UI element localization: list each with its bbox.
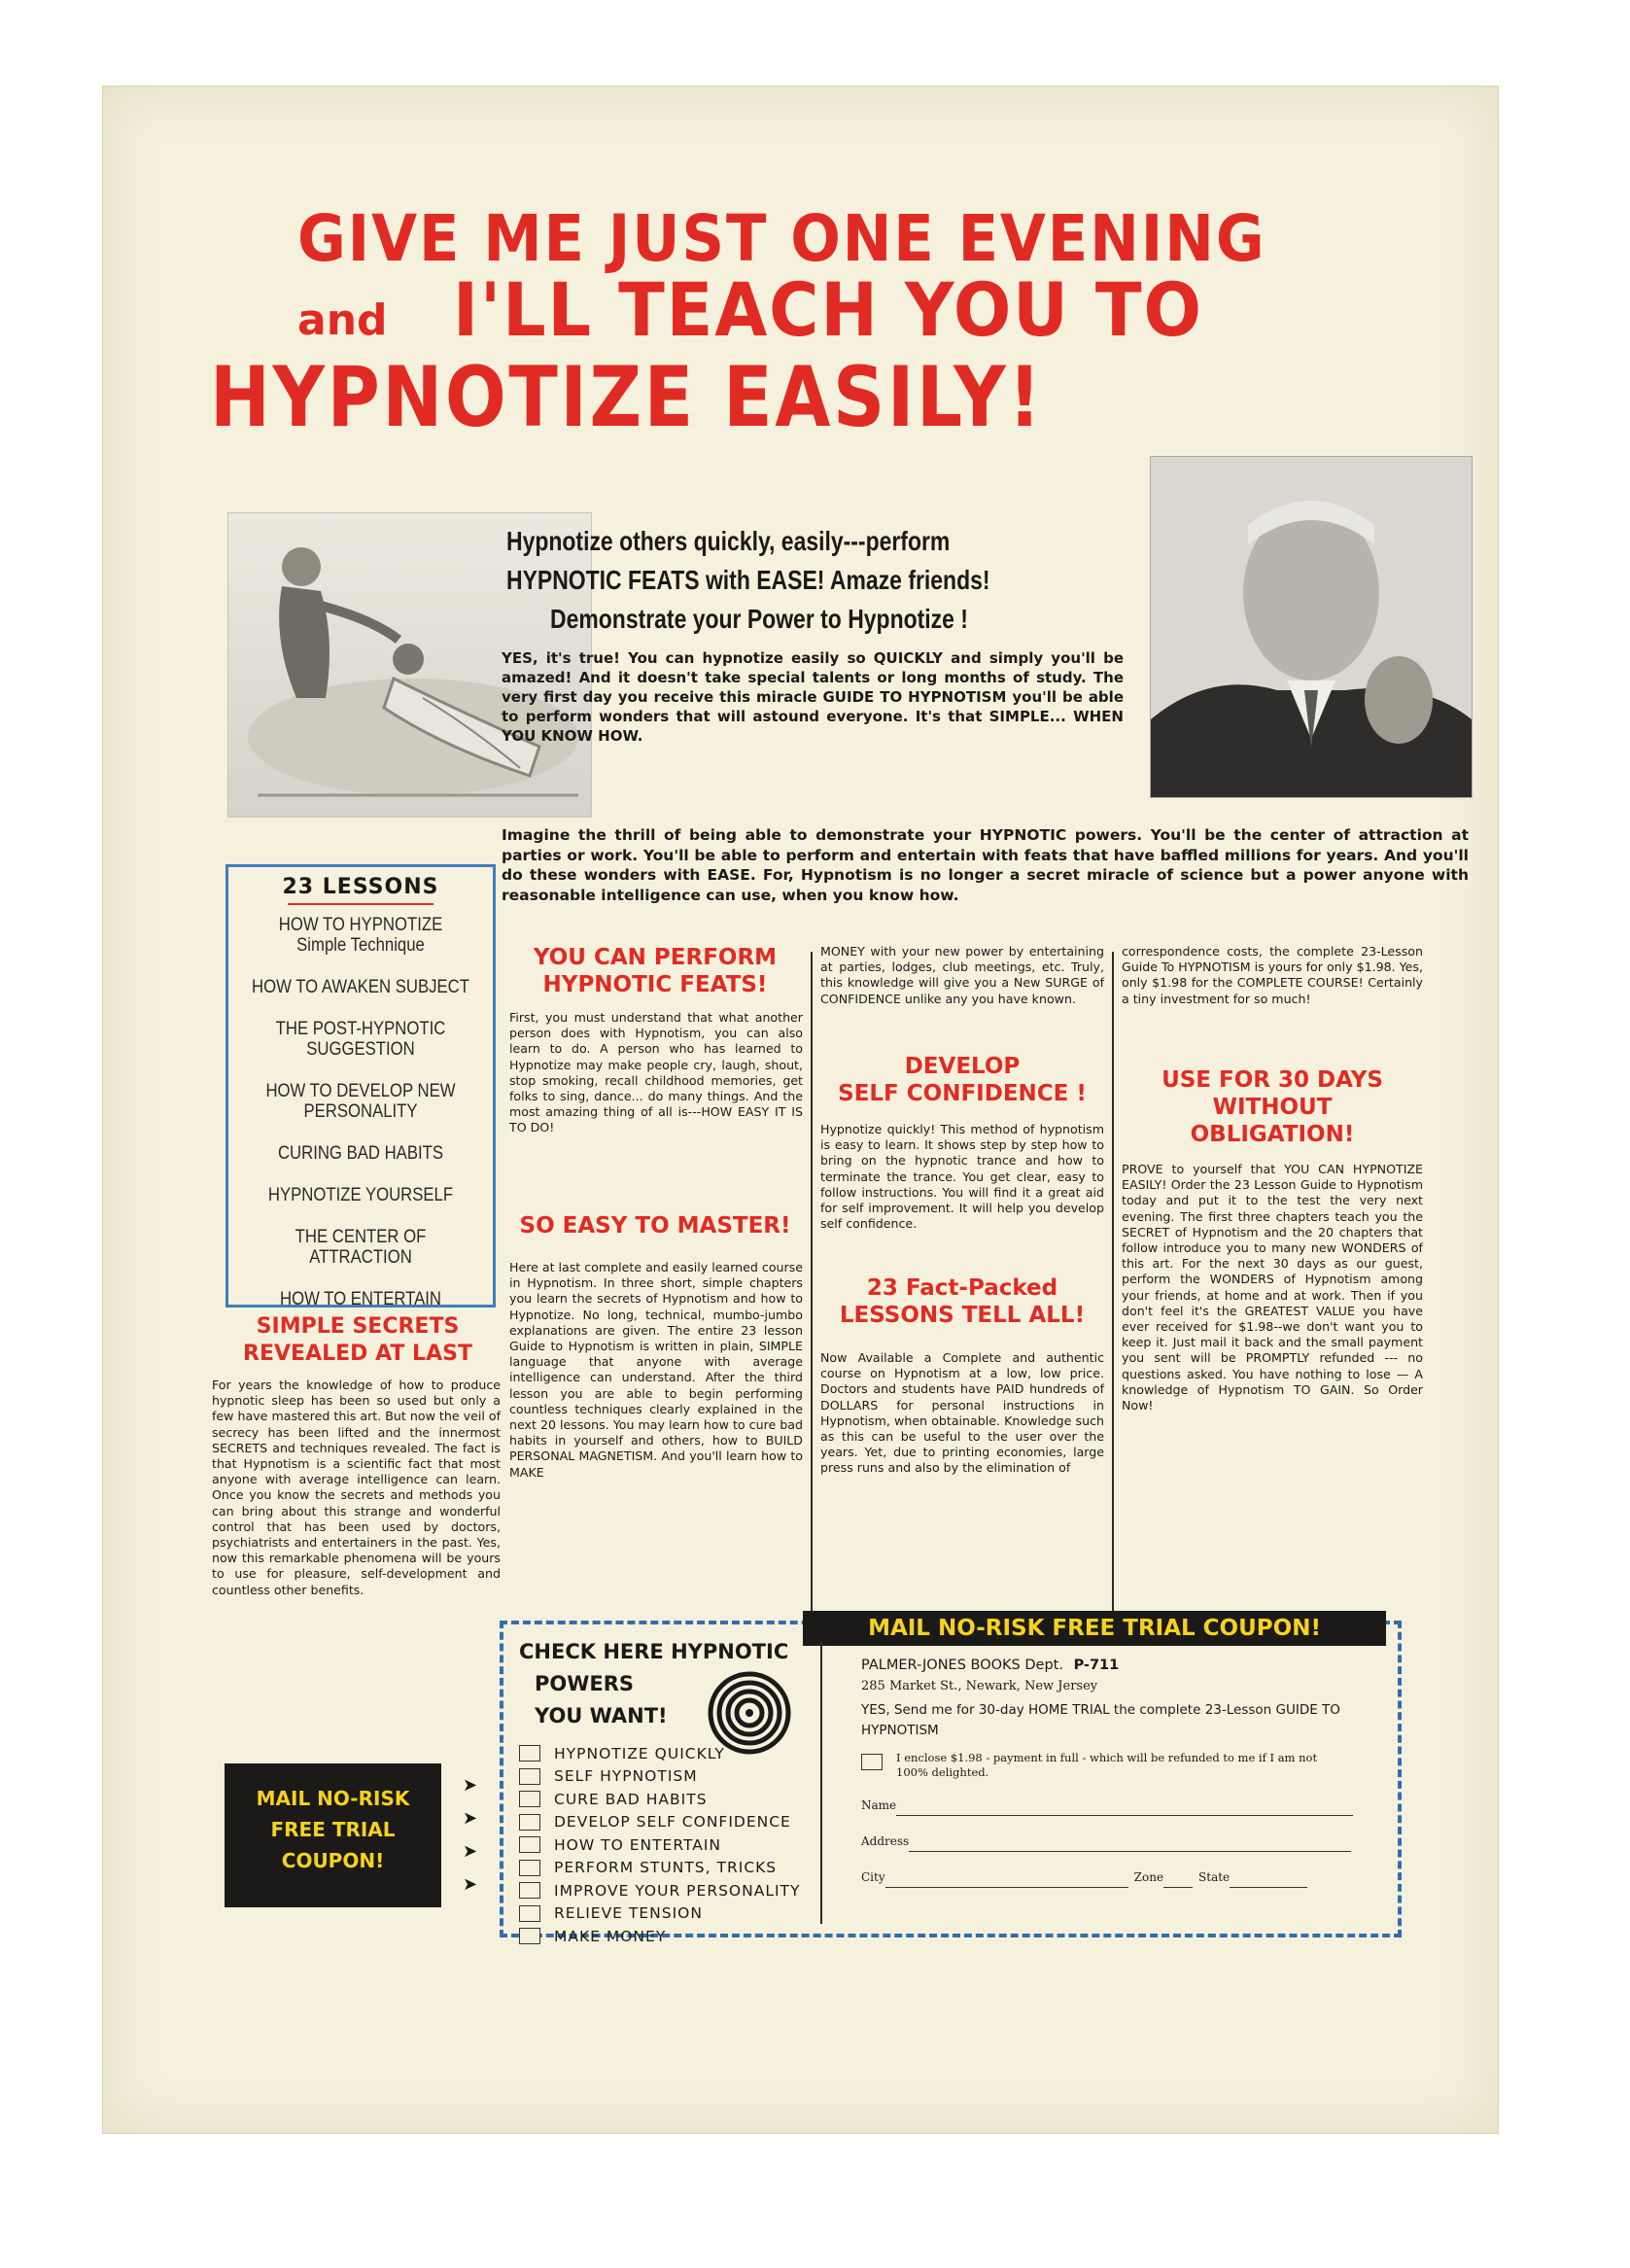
column-divider	[1112, 952, 1114, 1613]
coupon-option[interactable]	[519, 1925, 811, 1948]
lesson-item: CURING BAD HABITS	[277, 1143, 444, 1164]
col2-text-2: Now Available a Complete and authentic course on Hypnotism at a low, low price. Doctors and students have PAID hundreds of DOLLARS for personal instructions in Hypnotism, when obtainable. Knowledge such as this can be useful to the user over the years. Yet, due to printing economies, large press runs and also by the elimination of	[820, 1350, 1104, 1476]
arrow-right-icon: ➤	[463, 1775, 478, 1795]
secrets-title: SIMPLE SECRETS REVEALED AT LAST	[243, 1314, 472, 1366]
arrow-right-icon: ➤	[463, 1874, 478, 1894]
check-title-line2: POWERS	[535, 1672, 635, 1695]
col2-title-2: 23 Fact-Packed LESSONS TELL ALL!	[839, 1275, 1086, 1328]
name-field-row	[861, 1796, 1367, 1816]
coupon-option[interactable]	[519, 1879, 811, 1902]
intro-subhead-3: Demonstrate your Power to Hypnotize !	[550, 604, 968, 634]
col3-title-1: USE FOR 30 DAYS WITHOUT OBLIGATION!	[1162, 1067, 1383, 1147]
name-field[interactable]	[896, 1801, 1353, 1816]
lesson-item: HOW TO DEVELOP NEW PERSONALITY	[265, 1081, 456, 1122]
option-label: IMPROVE YOUR PERSONALITY	[554, 1881, 801, 1900]
state-field[interactable]	[1230, 1873, 1307, 1888]
author-portrait-photo	[1150, 456, 1473, 798]
headline-line1: GIVE ME JUST ONE EVENING	[297, 201, 1266, 276]
option-label: CURE BAD HABITS	[554, 1790, 708, 1808]
col1-title-1: YOU CAN PERFORM HYPNOTIC FEATS!	[533, 945, 778, 997]
magazine-back-cover	[102, 86, 1499, 2134]
option-label: MAKE MONEY	[554, 1927, 667, 1945]
coupon-banner-text: MAIL NO-RISK FREE TRIAL COUPON!	[868, 1616, 1321, 1641]
check-title-line1: CHECK HERE HYPNOTIC	[519, 1640, 789, 1663]
option-label: PERFORM STUNTS, TRICKS	[554, 1859, 778, 1877]
headline-line2-and: and	[297, 296, 388, 345]
lessons-title: 23 LESSONS	[282, 875, 439, 899]
lesson-item: THE POST-HYPNOTIC SUGGESTION	[275, 1019, 446, 1060]
coupon-banner	[803, 1611, 1386, 1646]
coupon-option[interactable]	[519, 1811, 811, 1834]
name-label: Name	[861, 1798, 897, 1812]
company-address: 285 Market St., Newark, New Jersey	[861, 1679, 1098, 1693]
option-checkbox[interactable]	[519, 1928, 540, 1944]
arrow-markers	[463, 1768, 482, 1901]
option-checkbox[interactable]	[519, 1836, 540, 1853]
option-checkbox[interactable]	[519, 1814, 540, 1831]
headline-line3: HYPNOTIZE EASILY!	[210, 349, 1044, 446]
lesson-item: HOW TO AWAKEN SUBJECT	[252, 977, 469, 997]
coupon-option[interactable]	[519, 1788, 811, 1811]
option-label: RELIEVE TENSION	[554, 1904, 703, 1923]
col2-text-0: MONEY with your new power by entertaining at parties, lodges, club meetings, etc. Truly, this knowledge will give you a New SURGE of CONFIDENCE unlike any you have known.	[820, 944, 1104, 1006]
lesson-item: HOW TO ENTERTAIN	[280, 1289, 441, 1309]
intro-subhead-2: HYPNOTIC FEATS with EASE! Amaze friends!	[506, 565, 990, 595]
state-label: State	[1198, 1870, 1231, 1884]
enclose-checkbox[interactable]	[861, 1754, 883, 1770]
company-name: PALMER-JONES BOOKS Dept.	[861, 1657, 1063, 1673]
col1-text-1: First, you must understand that what another person does with Hypnotism, you can also learn to do. A person who has learned to Hypnotize may make people cry, laugh, shout, stop smoking, recall childhood memories, get folks to sing, dance... do many things. And the most amazing thing of all is---HOW EASY IT IS TO DO!	[509, 1010, 803, 1135]
col1-text-2: Here at last complete and easily learned course in Hypnotism. In three short, simple chapters you learn the secrets of Hypnotism and how to Hypnotize. No long, technical, mumbo-jumbo explanations are given. The entire 23 lesson Guide to Hypnotism is written in plain, SIMPLE language that anyone with average intelligence can understand. After the third lesson you are able to begin performing countless techniques clearly explained in the next 20 lessons. You may learn how to cure bad habits in yourself and others, how to BUILD PERSONAL MAGNETISM. And you'll learn how to MAKE	[509, 1260, 803, 1480]
intro-paragraph-1: YES, it's true! You can hypnotize easily so QUICKLY and simply you'll be amazed! And it doesn't take special talents or long months of study. The very first day you receive this miracle GUIDE TO HYPNOTISM you'll be able to perform wonders that will astound everyone. It's that SIMPLE... WHEN YOU KNOW HOW.	[502, 649, 1124, 745]
intro-paragraph-2: Imagine the thrill of being able to demonstrate your HYPNOTIC powers. You'll be the center of attraction at parties or work. You'll be able to perform and entertain with feats that have baffled millions for years. And you'll do these wonders with EASE. For, Hypnotism is no longer a secret miracle of science but a power anyone with reasonable intelligence can use, when you know how.	[502, 826, 1469, 904]
lesson-item: THE CENTER OF ATTRACTION	[295, 1227, 427, 1268]
company-line	[861, 1656, 1367, 1676]
city-field-row	[861, 1867, 1367, 1888]
secrets-text: For years the knowledge of how to produce hypnotic sleep has been so used but only a few have mastered this art. But now the veil of secrecy has been lifted and the innermost SECRETS and techniques revealed. The fact is that Hypnotism is a scientific fact that most anyone with average intelligence can learn. Once you know the secrets and methods you can bring about this strange and wonderful control that has been used by doctors, psychiatrists and entertainers in the past. Yes, now this remarkable phenomena will be yours to use for pleasure, self-development and countless other benefits.	[212, 1378, 501, 1597]
mail-callout-line3: COUPON!	[281, 1849, 385, 1872]
option-checkbox[interactable]	[519, 1905, 540, 1922]
check-title-line3: YOU WANT!	[535, 1704, 668, 1727]
lessons-list	[228, 915, 493, 1309]
intro-subhead-1: Hypnotize others quickly, easily---perform	[506, 526, 951, 556]
option-checkbox[interactable]	[519, 1860, 540, 1876]
arrow-right-icon: ➤	[463, 1841, 478, 1861]
city-field[interactable]	[885, 1873, 1128, 1888]
zone-label: Zone	[1133, 1870, 1164, 1884]
option-label: DEVELOP SELF CONFIDENCE	[554, 1813, 791, 1832]
col3-text-0: correspondence costs, the complete 23-Lesson Guide To HYPNOTISM is yours for only $1.98. Yes, only $1.98 for the COMPLETE COURSE! Certainly a tiny investment for so much!	[1122, 944, 1423, 1006]
option-label: HOW TO ENTERTAIN	[554, 1835, 722, 1854]
coupon-option[interactable]	[519, 1833, 811, 1857]
enclose-row	[861, 1751, 1367, 1780]
lesson-item: HOW TO HYPNOTIZE Simple Technique	[278, 915, 443, 956]
option-checkbox[interactable]	[519, 1791, 540, 1807]
trial-request-text: YES, Send me for 30-day HOME TRIAL the complete 23-Lesson GUIDE TO HYPNOTISM	[861, 1702, 1340, 1738]
option-label: HYPNOTIZE QUICKLY	[554, 1744, 725, 1762]
coupon-order-form	[861, 1656, 1367, 1888]
coupon-option[interactable]	[519, 1902, 811, 1926]
coupon-option[interactable]	[519, 1742, 811, 1765]
option-checkbox[interactable]	[519, 1882, 540, 1899]
col1-title-2: SO EASY TO MASTER!	[519, 1213, 791, 1239]
option-checkbox[interactable]	[519, 1745, 540, 1762]
coupon-option[interactable]	[519, 1765, 811, 1789]
mail-callout-line1: MAIL NO-RISK	[256, 1787, 410, 1810]
col2-title-1: DEVELOP SELF CONFIDENCE !	[838, 1054, 1087, 1106]
arrow-right-icon: ➤	[463, 1808, 478, 1828]
coupon-options	[519, 1742, 811, 1948]
option-checkbox[interactable]	[519, 1768, 540, 1785]
address-label: Address	[861, 1834, 910, 1848]
col2-text-1: Hypnotize quickly! This method of hypnotism is easy to learn. It shows step by step how to bring on the hypnotic trance and how to terminate the trance. You get clear, easy to follow instructions. You will find it a great aid for self improvement. It will help you develop self confidence.	[820, 1122, 1104, 1232]
city-label: City	[861, 1870, 885, 1884]
lesson-item: HYPNOTIZE YOURSELF	[267, 1185, 454, 1205]
column-divider	[811, 952, 813, 1613]
enclose-text: I enclose $1.98 - payment in full - which will be refunded to me if I am not 100% delighted.	[896, 1751, 1318, 1779]
lessons-title-rule	[288, 903, 434, 905]
address-field[interactable]	[909, 1837, 1351, 1852]
coupon-option[interactable]	[519, 1857, 811, 1880]
mail-callout-line2: FREE TRIAL	[270, 1818, 396, 1841]
coupon-divider	[820, 1642, 822, 1924]
option-label: SELF HYPNOTISM	[554, 1767, 698, 1786]
dept-code: P-711	[1073, 1657, 1120, 1673]
col3-text-1: PROVE to yourself that YOU CAN HYPNOTIZE EASILY! Order the 23 Lesson Guide to Hypnotism today and put it to the test the very next evening. The first three chapters teach you the SECRET of Hypnotism and the 20 chapters that follow introduce you to many new WONDERS of this art. For the next 30 days as our guest, perform the WONDERS of Hypnotism among your friends, at home and at work. Then if you don't feel it's the GREATEST VALUE you have ever received for $1.98--we don't want you to keep it. Just mail it back and the small payment you sent will be PROMPTLY refunded --- no questions asked. You have nothing to lose — A knowledge of Hypnotism TO GAIN. So Order Now!	[1122, 1162, 1423, 1413]
headline-line2: I'LL TEACH YOU TO	[453, 266, 1203, 353]
lessons-box	[225, 864, 496, 1308]
address-field-row	[861, 1832, 1367, 1852]
zone-field[interactable]	[1163, 1873, 1193, 1888]
man-portrait-icon	[1151, 457, 1472, 797]
mail-coupon-callout	[225, 1763, 441, 1907]
